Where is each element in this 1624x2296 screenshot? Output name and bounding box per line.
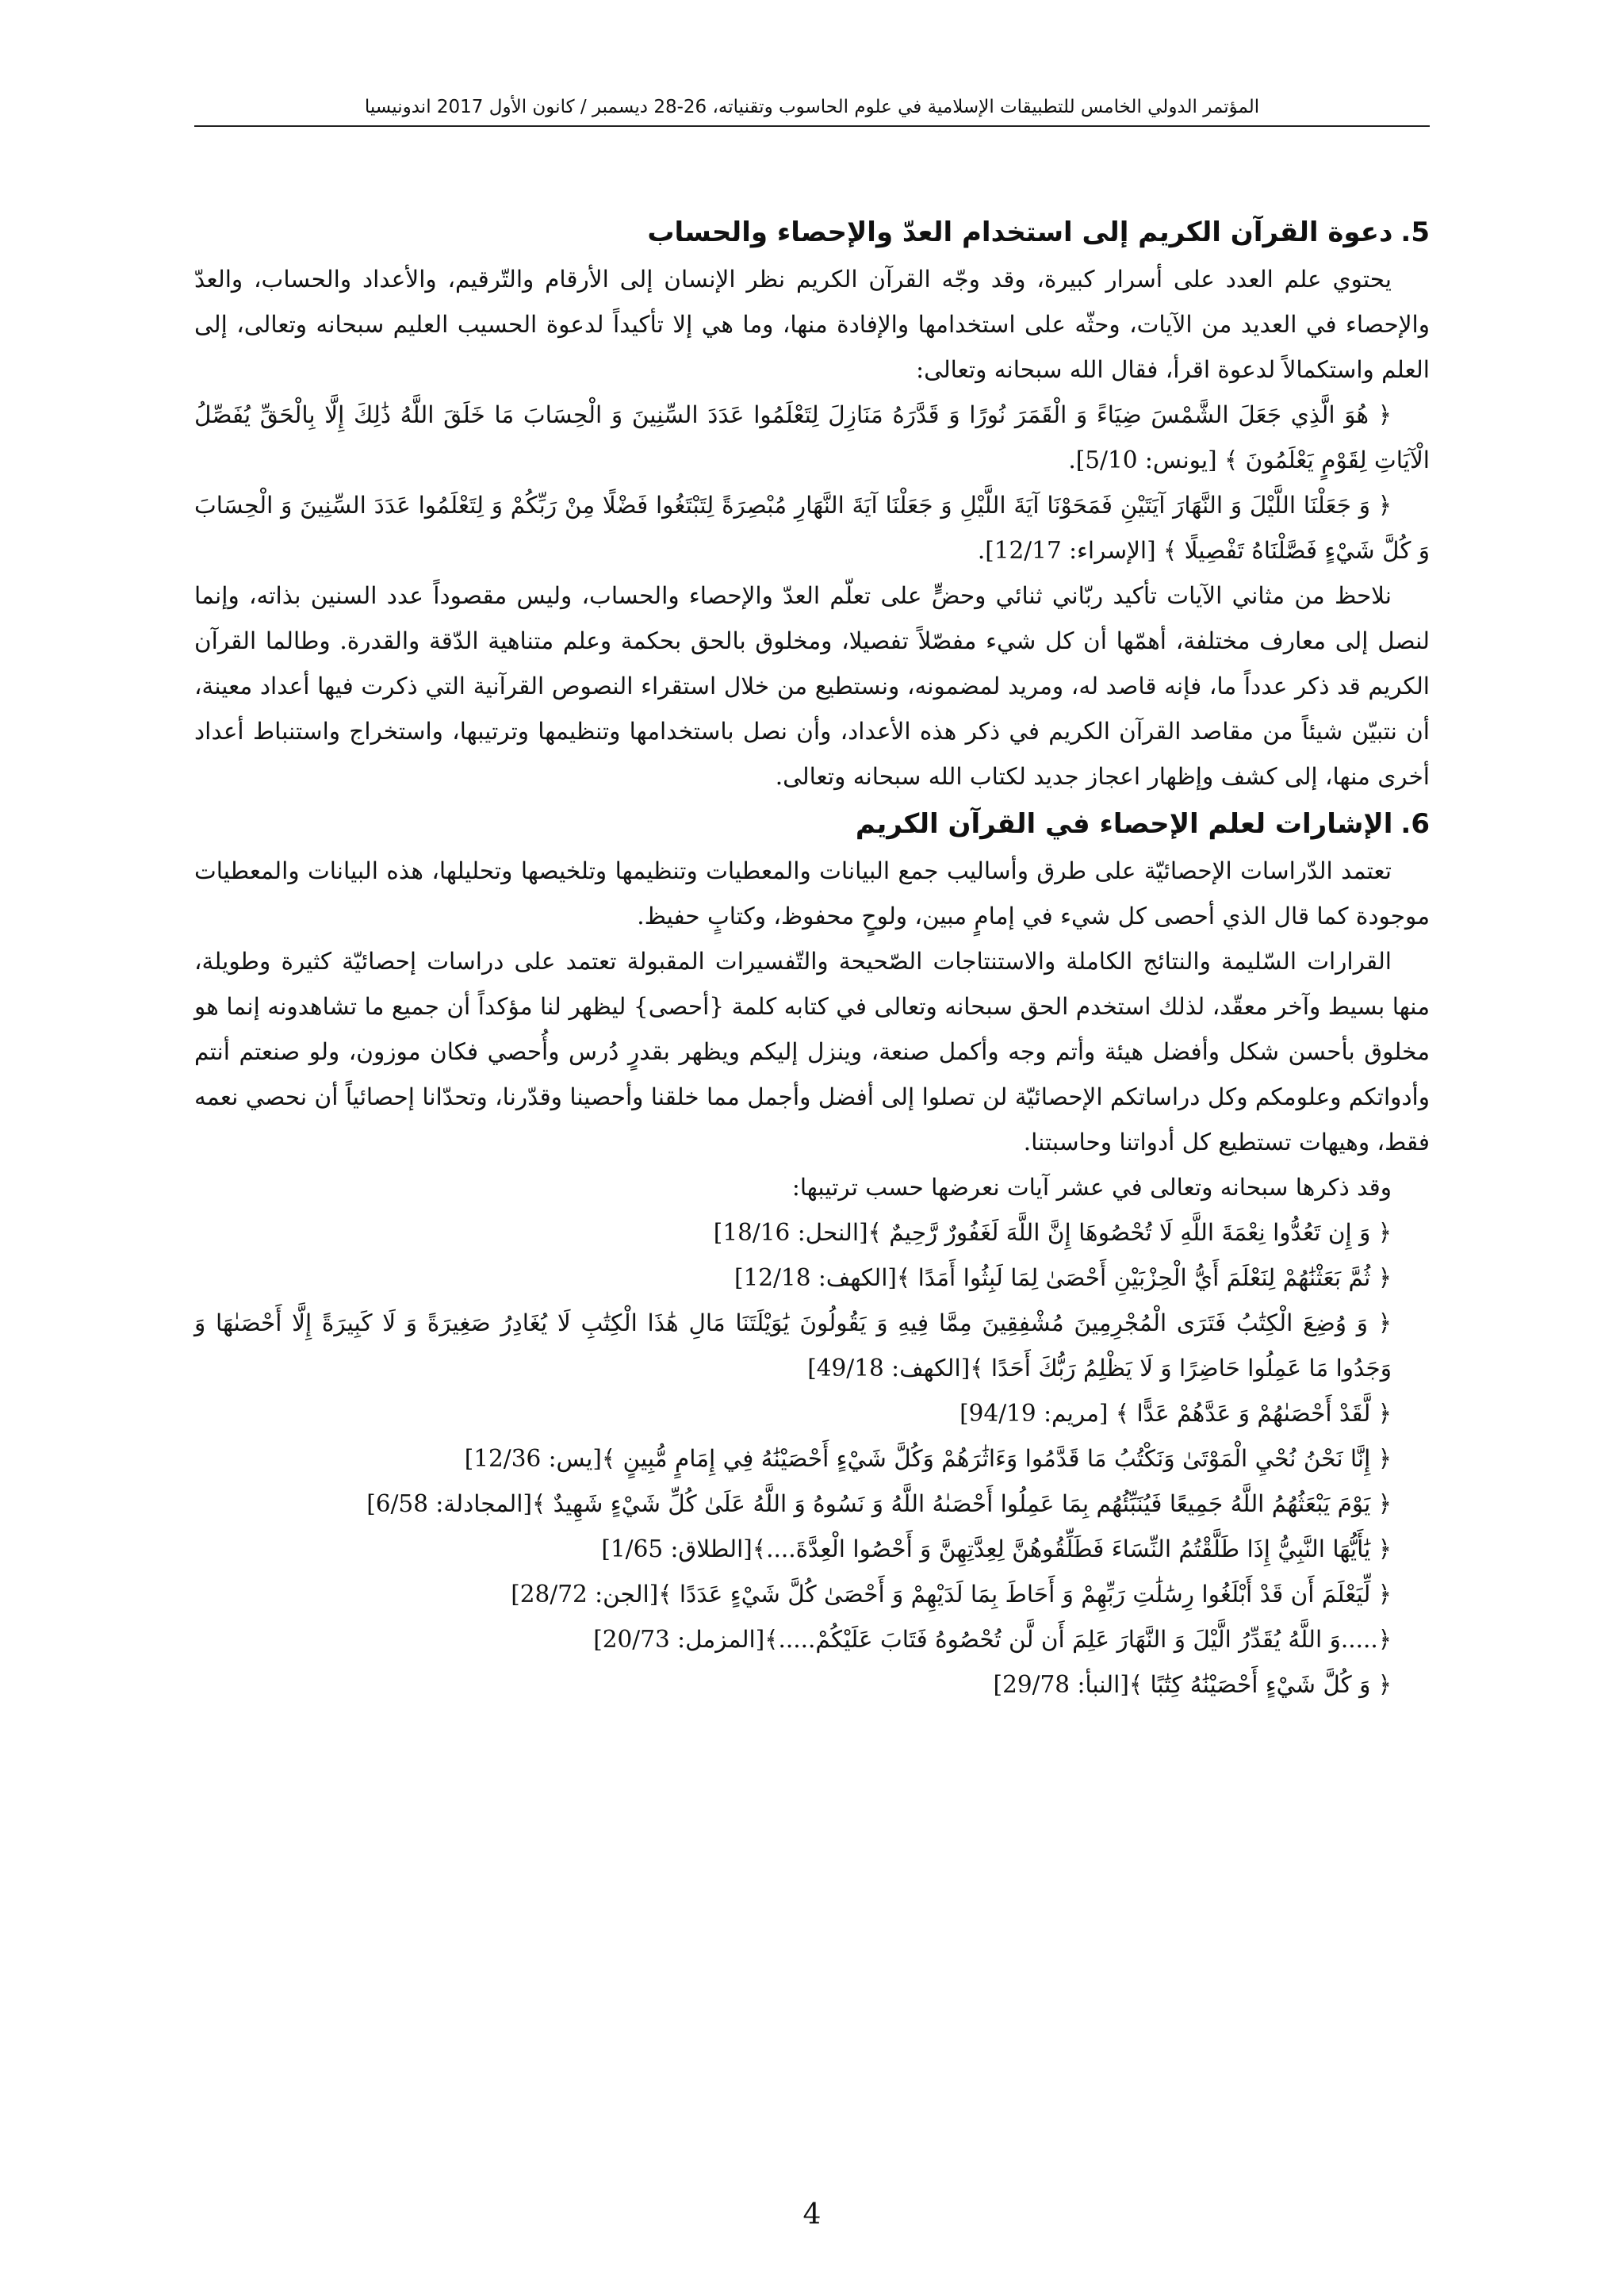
quran-verse-isra: ﴿ وَ جَعَلْنَا اللَّيْلَ وَ النَّهَارَ آيَتَيْنِ فَمَحَوْنَا آيَةَ اللَّيْلِ وَ جَعَلْنَا آيَةَ النَّهَارِ مُبْصِرَةً لِتَبْتَغُوا فَضْلًا مِنْ رَبِّكُمْ وَ لِتَعْلَمُوا عَدَدَ السِّنِينَ وَ الْحِسَابَ وَ كُلَّ شَيْءٍ فَصَّلْنَاهُ تَفْصِيلًا ﴾ [الإسراء: 12/17]. — [194, 492, 1430, 564]
section-6-paragraph-3: وقد ذكرها سبحانه وتعالى في عشر آيات نعرضها حسب ترتيبها: — [791, 1174, 1392, 1201]
verse-item: ﴿ لِّيَعْلَمَ أَن قَدْ أَبْلَغُوا رِسَٰلَٰتِ رَبِّهِمْ وَ أَحَاطَ بِمَا لَدَيْهِمْ وَ أَحْصَىٰ كُلَّ شَيْءٍ عَدَدًا ﴾[الجن: 28/72] — [511, 1581, 1392, 1608]
verse-item: ﴿ وَ كُلَّ شَيْءٍ أَحْصَيْنَٰهُ كِتَٰبًا ﴾[النبأ: 29/78] — [993, 1671, 1392, 1698]
page-body — [194, 208, 1430, 1708]
verse-item: ﴿ يَوْمَ يَبْعَثُهُمُ اللَّهُ جَمِيعًا فَيُنَبِّئُهُم بِمَا عَمِلُوا أَحْصَىٰهُ اللَّهُ وَ نَسُوهُ وَ اللَّهُ عَلَىٰ كُلِّ شَيْءٍ شَهِيدٌ ﴾[المجادلة: 6/58] — [366, 1490, 1392, 1517]
page-number: 4 — [802, 2198, 822, 2231]
section-6-paragraph-1: تعتمد الدّراسات الإحصائيّة على طرق وأساليب جمع البيانات والمعطيات وتنظيمها وتلخيصها وتحليلها، هذه البيانات والمعطيات موجودة كما قال الذي أحصى كل شيء في إمامٍ مبين، ولوحٍ محفوظ، وكتابٍ حفيظ. — [194, 857, 1430, 930]
verse-item: ﴿ لَّقَدْ أَحْصَىٰهُمْ وَ عَدَّهُمْ عَدًّا ﴾ [مريم: 94/19] — [959, 1400, 1392, 1427]
section-6-title: الإشارات لعلم الإحصاء في القرآن الكريم — [855, 808, 1393, 840]
section-5-number: 5. — [1400, 217, 1430, 248]
section-5-title: دعوة القرآن الكريم إلى استخدام العدّ والإحصاء والحساب — [647, 217, 1393, 248]
quran-verse-yunus: ﴿ هُوَ الَّذِي جَعَلَ الشَّمْسَ ضِيَاءً وَ الْقَمَرَ نُورًا وَ قَدَّرَهُ مَنَازِلَ لِتَعْلَمُوا عَدَدَ السِّنِينَ وَ الْحِسَابَ مَا خَلَقَ اللَّهُ ذَٰلِكَ إِلَّا بِالْحَقِّ يُفَصِّلُ الْآيَاتِ لِقَوْمٍ يَعْلَمُونَ ﴾ [يونس: 5/10]. — [194, 401, 1430, 473]
verse-item: ﴿.....وَ اللَّهُ يُقَدِّرُ الَّيْلَ وَ النَّهَارَ عَلِمَ أَن لَّن تُحْصُوهُ فَتَابَ عَلَيْكُمْ.....﴾[المزمل: 20/73] — [593, 1626, 1392, 1653]
verse-item: ﴿ وَ وُضِعَ الْكِتَٰبُ فَتَرَى الْمُجْرِمِينَ مُشْفِقِينَ مِمَّا فِيهِ وَ يَقُولُونَ يَٰوَيْلَتَنَا مَالِ هَٰذَا الْكِتَٰبِ لَا يُغَادِرُ صَغِيرَةً وَ لَا كَبِيرَةً إِلَّا أَحْصَىٰهَا وَ وَجَدُوا مَا عَمِلُوا حَاضِرًا وَ لَا يَظْلِمُ رَبُّكَ أَحَدًا ﴾[الكهف: 49/18] — [194, 1309, 1392, 1382]
running-header: المؤتمر الدولي الخامس للتطبيقات الإسلامية في علوم الحاسوب وتقنياته، 26-28 ديسمبر / كانون الأول 2017 اندونيسيا — [194, 97, 1430, 127]
section-5-paragraph-1: يحتوي علم العدد على أسرار كبيرة، وقد وجّه القرآن الكريم نظر الإنسان إلى الأرقام والتّرقيم، والأعداد والحساب، والعدّ والإحصاء في العديد من الآيات، وحثّه على استخدامها والإفادة منها، وما هي إلا تأكيداً لدعوة الحسيب العليم سبحانه وتعالى، إلى العلم واستكمالاً لدعوة اقرأ، فقال الله سبحانه وتعالى: — [194, 266, 1430, 383]
verse-item: ﴿ يَٰأَيُّهَا النَّبِيُّ إِذَا طَلَّقْتُمُ النِّسَاءَ فَطَلِّقُوهُنَّ لِعِدَّتِهِنَّ وَ أَحْصُوا الْعِدَّةَ....﴾[الطلاق: 1/65] — [601, 1535, 1392, 1562]
verse-item: ﴿ ثُمَّ بَعَثْنَٰهُمْ لِنَعْلَمَ أَيُّ الْحِزْبَيْنِ أَحْصَىٰ لِمَا لَبِثُوا أَمَدًا ﴾[الكهف: 12/18] — [733, 1264, 1392, 1291]
section-5-paragraph-2: نلاحظ من مثاني الآيات تأكيد ربّاني ثنائي وحضٍّ على تعلّم العدّ والإحصاء والحساب، وليس مقصوداً عدد السنين بذاته، وإنما لنصل إلى معارف مختلفة، أهمّها أن كل شيء مفصّلاً تفصيلا، ومخلوق بالحق بحكمة وعلم متناهية الدّقة والقدرة. وطالما القرآن الكريم قد ذكر عدداً ما، فإنه قاصد له، ومريد لمضمونه، ونستطيع من خلال استقراء النصوص القرآنية التي ذكرت فيها أعداد معينة، أن نتبيّن شيئاً من مقاصد القرآن الكريم في ذكر هذه الأعداد، وأن نصل باستخدامها وتنظيمها وترتيبها، واستخراج واستنباط أعداد أخرى منها، إلى كشف وإظهار اعجاز جديد لكتاب الله سبحانه وتعالى. — [194, 582, 1430, 790]
section-5-heading — [194, 208, 1430, 257]
verse-item: ﴿ وَ إِن تَعُدُّوا نِعْمَةَ اللَّهِ لَا تُحْصُوهَا إِنَّ اللَّهَ لَغَفُورٌ رَّحِيمٌ ﴾[النحل: 18/16] — [713, 1219, 1392, 1246]
verse-item: ﴿ إِنَّا نَحْنُ نُحْيِ الْمَوْتَىٰ وَنَكْتُبُ مَا قَدَّمُوا وَءَاثَٰرَهُمْ وَكُلَّ شَيْءٍ أَحْصَيْنَٰهُ فِي إِمَامٍ مُّبِينٍ ﴾[يس: 12/36] — [464, 1445, 1392, 1472]
section-6-paragraph-2: القرارات السّليمة والنتائج الكاملة والاستنتاجات الصّحيحة والتّفسيرات المقبولة تعتمد على دراسات إحصائيّة كثيرة وطويلة، منها بسيط وآخر معقّد، لذلك استخدم الحق سبحانه وتعالى في كتابه كلمة {أحصى} ليظهر لنا مؤكداً أن جميع ما تشاهدونه إنما هو مخلوق بأحسن شكل وأفضل هيئة وأتم وجه وأكمل صنعة، وينزل إليكم ويظهر بقدرٍ دُرس وأُحصي فكان موزون، ولو صنعتم أنتم وأدواتكم وعلومكم وكل دراساتكم الإحصائيّة لن تصلوا إلى أفضل وأجمل مما خلقنا وأحصينا وقدّرنا، وتحدّانا إحصائياً أن نحصي نعمه فقط، وهيهات تستطيع كل أدواتنا وحاسبتنا. — [194, 948, 1430, 1156]
section-6-number: 6. — [1400, 808, 1430, 840]
section-6-heading — [194, 799, 1430, 849]
verse-list — [194, 1210, 1430, 1708]
